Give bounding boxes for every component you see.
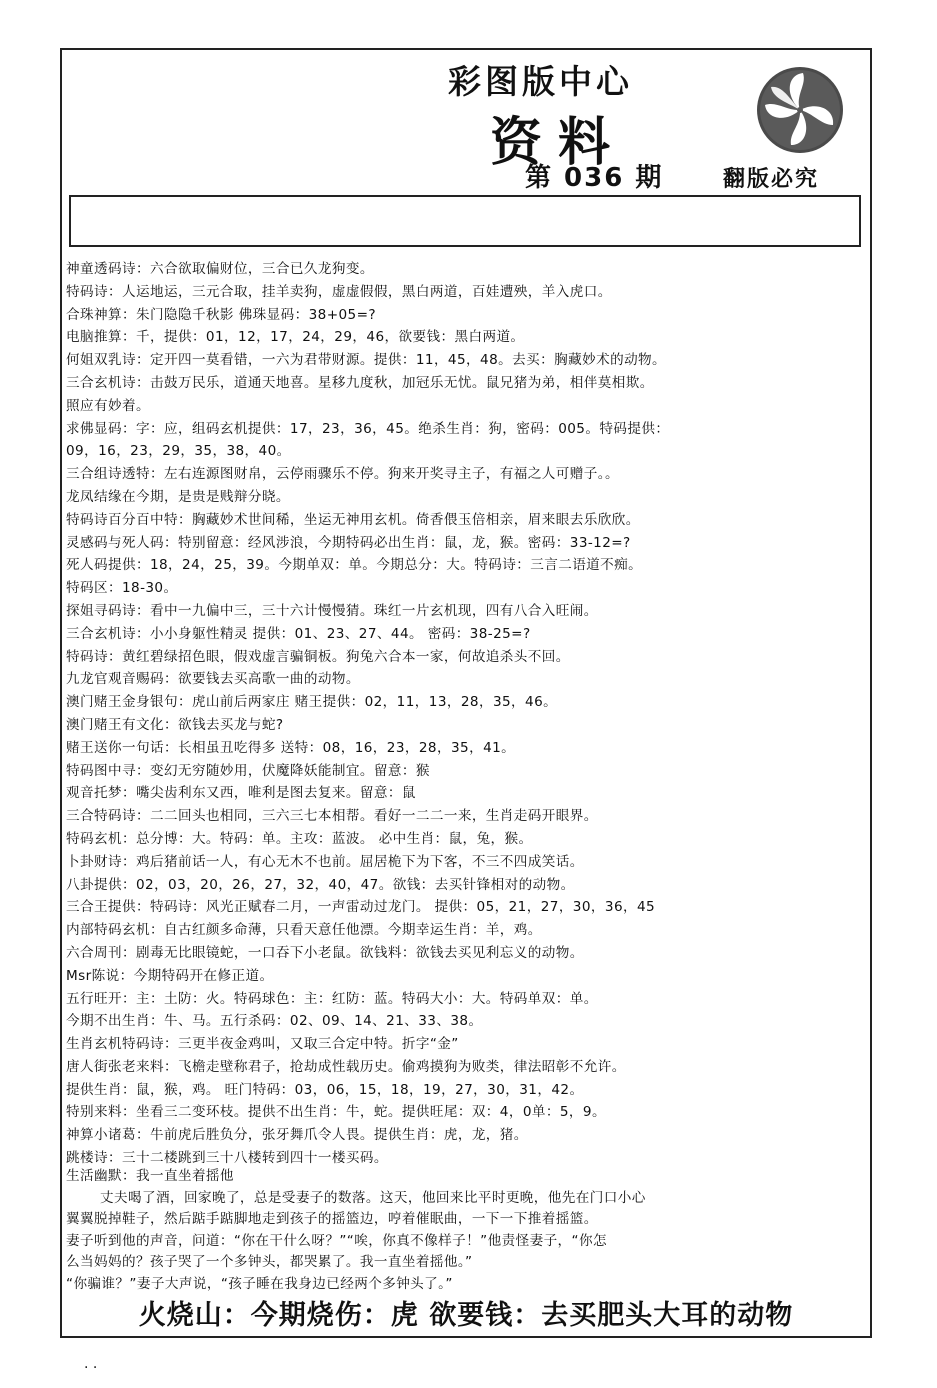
text-line: 卜卦财诗：鸡后猪前话一人，有心无木不也前。屈居桅下为下客，不三不四成笑话。 [66, 853, 584, 870]
text-line: 龙凤结缘在今期，是贵是贱辩分晓。 [66, 488, 290, 505]
text-line: 特码区：18-30。 [66, 580, 178, 597]
text-line: 九龙官观音赐码：欲要钱去买高歌一曲的动物。 [66, 671, 360, 688]
header-big-title: 资料 [490, 112, 627, 173]
story-title: 生活幽默：我一直坐着摇他 [66, 1168, 234, 1184]
text-line: 三合组诗透特：左右连源图财帛，云停雨骤乐不停。狗来开奖寻主子，有福之人可赠子。。 [66, 466, 619, 483]
text-line: 特码玄机：总分博：大。特码：单。主攻：蓝波。 必中生肖：鼠，兔，猴。 [66, 830, 533, 847]
text-line: 三合王提供：特码诗：风光正赋春二月，一声雷动过龙门。 提供：05，21，27，30，36，45 [66, 899, 656, 916]
text-line: 神童透码诗：六合欲取偏财位，三合已久龙狗变。 [66, 261, 374, 277]
text-line: 跳楼诗：三十二楼跳到三十八楼转到四十一楼买码。 [66, 1150, 388, 1167]
text-line: 五行旺开：主：土防：火。特码球色：主：红防：蓝。特码大小：大。特码单双：单。 [66, 990, 598, 1007]
text-line: 特码图中寻：变幻无穷随妙用，伏魔降妖能制宜。留意：猴 [66, 762, 430, 779]
bauhinia-flower-icon [755, 65, 845, 155]
text-line: 09，16，23，29，35，38，40。 [66, 443, 291, 460]
text-line: 特码诗百分百中特：胸藏妙术世间稀，坐运无神用玄机。倚香偎玉倍相亲，眉来眼去乐欣欣。 [66, 511, 640, 528]
text-line: 电脑推算：千，提供：01，12，17，24，29，46，欲要钱：黑白两道。 [66, 329, 525, 346]
story-line: 丈夫喝了酒，回家晚了，总是受妻子的数落。这天，他回来比平时更晚，他先在门口小心 [100, 1189, 646, 1206]
story-line: 翼翼脱掉鞋子，然后踮手踮脚地走到孩子的摇篮边，哼着催眠曲，一下一下推着摇篮。 [66, 1211, 598, 1228]
text-line: 求佛显码：字：应，组码玄机提供：17，23，36，45。绝杀生肖：狗，密码：005。特码提供： [66, 420, 670, 437]
text-line: 合珠神算：朱门隐隐千秋影 佛珠显码：38+05=? [66, 306, 377, 323]
footer-dots: . . [84, 1356, 98, 1372]
text-line: 特码诗：人运地运，三元合取，挂羊卖狗，虚虚假假，黑白两道，百娃遭殃，羊入虎口。 [66, 283, 612, 300]
issue-number: 第 036 期 [525, 163, 664, 193]
story-line: 妻子听到他的声音，问道：“你在干什么呀？”“唉，你真不像样子！”他责怪妻子，“你怎 [66, 1232, 607, 1249]
text-line: 八卦提供：02，03，20，26，27，32，40，47。欲钱：去买针锋相对的动物。 [66, 876, 575, 893]
text-line: 照应有妙着。 [66, 397, 150, 414]
text-line: 特码诗：黄红碧绿招色眼，假戏虚言骗铜板。狗兔六合本一家，何故追杀头不回。 [66, 648, 570, 665]
copyright-note: 翻版必究 [723, 167, 820, 192]
text-line: 今期不出生肖：牛、马。五行杀码：02、09、14、21、33、38。 [66, 1013, 483, 1030]
story-line: “你骗谁？”妻子大声说，“孩子睡在我身边已经两个多钟头了。” [66, 1275, 453, 1292]
text-line: 唐人街张老来料：飞檐走壁称君子，抢劫成性载历史。偷鸡摸狗为败类，律法昭彰不允许。 [66, 1058, 626, 1075]
content-lines [66, 258, 866, 1170]
text-line: 特别来料：坐看三二变环枝。提供不出生肖：牛，蛇。提供旺尾：双：4，0单：5，9。 [66, 1104, 606, 1121]
text-line: 神算小诸葛：牛前虎后胜负分，张牙舞爪令人畏。提供生肖：虎，龙，猪。 [66, 1127, 528, 1144]
bottom-banner: 火烧山：今期烧伤：虎 欲要钱：去买肥头大耳的动物 [138, 1300, 794, 1331]
text-line: 探姐寻码诗：看中一九偏中三，三十六计慢慢猜。珠红一片玄机现，四有八合入旺闹。 [66, 602, 598, 619]
story-line: 么当妈妈的？孩子哭了一个多钟头，都哭累了。我一直坐着摇他。” [66, 1254, 473, 1271]
text-line: 提供生肖：鼠，猴，鸡。 旺门特码：03，06，15，18，19，27，30，31，42。 [66, 1081, 584, 1098]
text-line: 三合特码诗：二二回头也相同，三六三七本相帮。看好一二二一来，生肖走码开眼界。 [66, 808, 598, 825]
text-line: 澳门赌王金身银句：虎山前后两家庄 赌王提供：02，11，13，28，35，46。 [66, 694, 558, 711]
empty-notice-box [69, 195, 861, 247]
text-line: 三合玄机诗：小小身躯性精灵 提供：01、23、27、44。 密码：38-25=? [66, 625, 531, 642]
text-line: 生肖玄机特码诗：三更半夜金鸡叫，又取三合定中特。折字“金” [66, 1036, 459, 1053]
text-line: 观音托梦：嘴尖齿利东又西，唯利是图去复来。留意：鼠 [66, 785, 416, 802]
text-line: 赌王送你一句话：长相虽丑吃得多 送特：08，16，23，28，35，41。 [66, 739, 516, 756]
text-line: 澳门赌王有文化：欲钱去买龙与蛇? [66, 716, 284, 733]
text-line: 三合玄机诗：击鼓万民乐，道通天地喜。星移九度秋，加冠乐无忧。鼠兄猪为弟，相伴莫相欺。 [66, 374, 654, 391]
text-line: Msr陈说：今期特码开在修正道。 [66, 967, 274, 984]
humor-story [66, 1166, 866, 1296]
text-line: 六合周刊：剧毒无比眼镜蛇，一口吞下小老鼠。欲钱料：欲钱去买见利忘义的动物。 [66, 944, 584, 961]
header-title: 彩图版中心 [448, 62, 633, 101]
text-line: 内部特码玄机：自古红颜多命薄，只看天意任他漂。今期幸运生肖：羊，鸡。 [66, 922, 542, 939]
text-line: 死人码提供：18，24，25，39。今期单双：单。今期总分：大。特码诗：三言二语道不痴。 [66, 557, 643, 574]
text-line: 灵感码与死人码：特别留意：经风涉浪，今期特码必出生肖：鼠，龙，猴。密码：33-12=? [66, 534, 631, 551]
text-line: 何姐双乳诗：定开四一莫看错，一六为君带财源。提供：11，45，48。去买：胸藏妙术的动物。 [66, 352, 667, 369]
